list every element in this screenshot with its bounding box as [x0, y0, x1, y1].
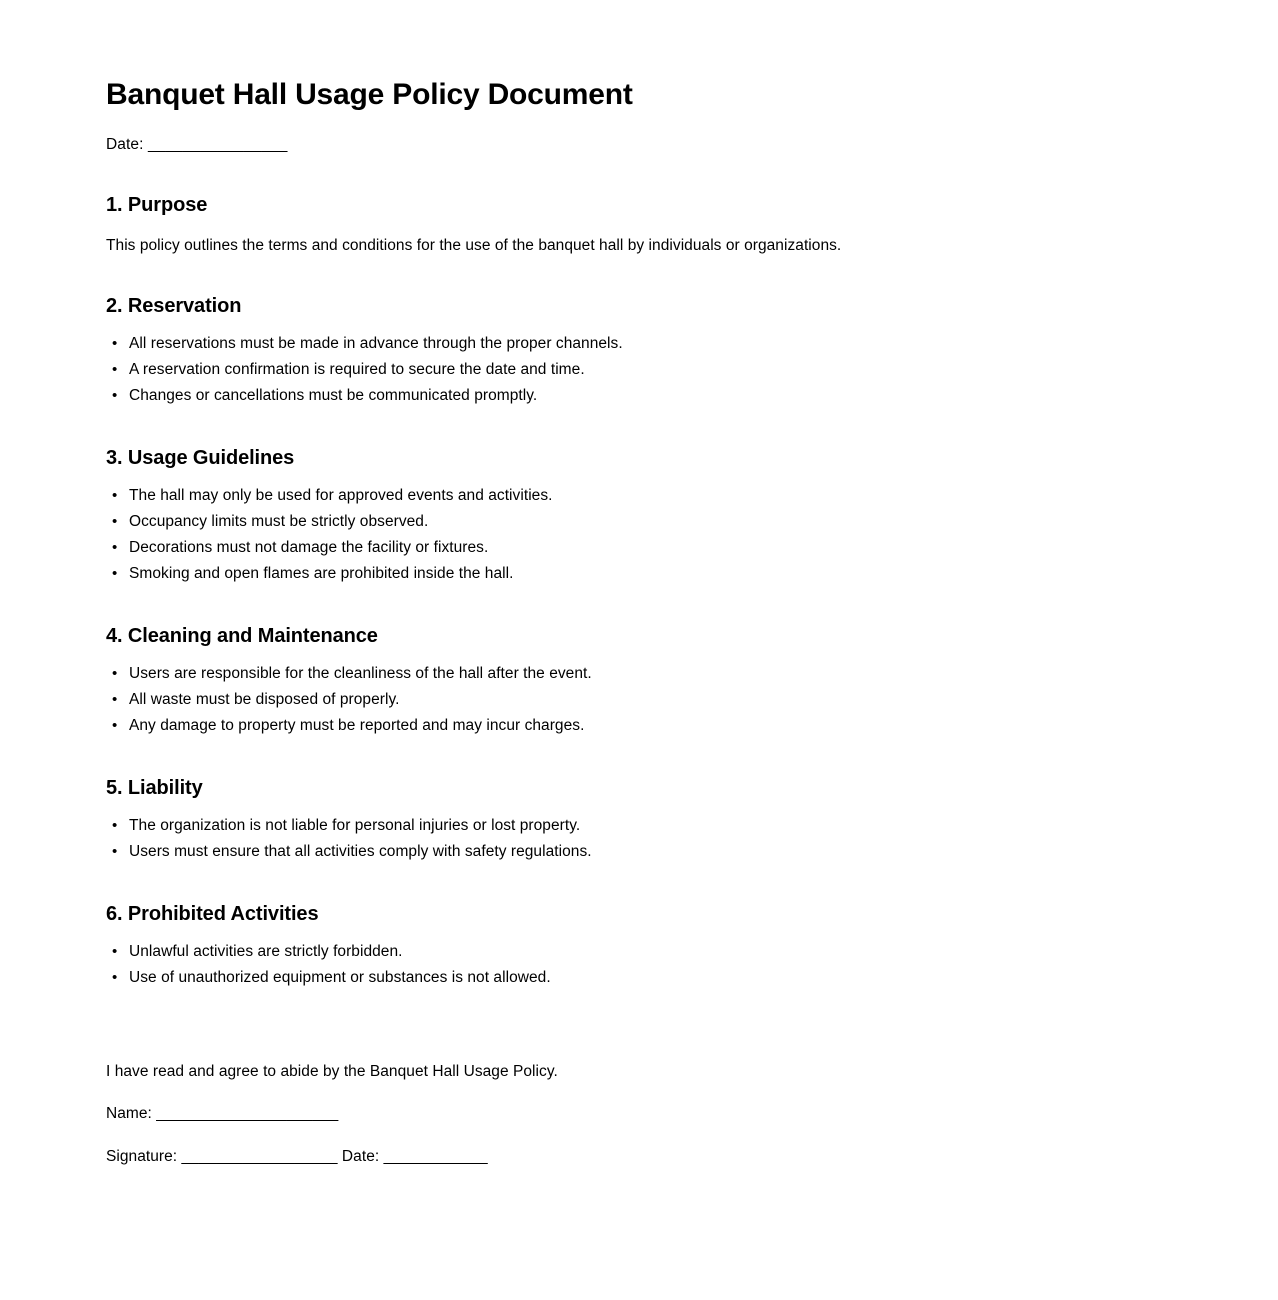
- section-prohibited-activities: [106, 865, 1166, 991]
- list-item: • Smoking and open flames are prohibited inside the hall.: [106, 561, 1166, 587]
- page-title: Banquet Hall Usage Policy Document: [106, 78, 633, 111]
- list-item: • The hall may only be used for approved events and activities.: [106, 483, 1166, 509]
- bullet-list-usage-guidelines: [106, 469, 1166, 587]
- signature-block: [106, 991, 1166, 1168]
- agreement-statement: I have read and agree to abide by the Banquet Hall Usage Policy.: [106, 1062, 558, 1080]
- list-item: • A reservation confirmation is required to secure the date and time.: [106, 357, 1166, 383]
- document-body: [106, 0, 1166, 1168]
- list-item: • All reservations must be made in advance through the proper channels.: [106, 331, 1166, 357]
- section-reservation: [106, 257, 1166, 409]
- list-item: • Any damage to property must be reported and may incur charges.: [106, 713, 1166, 739]
- section-heading-purpose: 1. Purpose: [106, 193, 208, 216]
- section-cleaning-and-maintenance: [106, 587, 1166, 739]
- bullet-list-prohibited-activities: [106, 925, 1166, 991]
- bullet-list-cleaning-and-maintenance: [106, 647, 1166, 739]
- signature-and-date-field-line: Signature: __________________ Date: ____________: [106, 1147, 488, 1165]
- section-liability: [106, 739, 1166, 865]
- bullet-list-reservation: [106, 317, 1166, 409]
- list-item: • All waste must be disposed of properly.: [106, 687, 1166, 713]
- section-heading-prohibited-activities: 6. Prohibited Activities: [106, 902, 319, 925]
- section-usage-guidelines: [106, 409, 1166, 587]
- list-item: • Users are responsible for the cleanliness of the hall after the event.: [106, 661, 1166, 687]
- list-item: • The organization is not liable for personal injuries or lost property.: [106, 813, 1166, 839]
- section-heading-cleaning-and-maintenance: 4. Cleaning and Maintenance: [106, 624, 378, 647]
- section-heading-usage-guidelines: 3. Usage Guidelines: [106, 446, 295, 469]
- list-item: • Use of unauthorized equipment or substances is not allowed.: [106, 965, 1166, 991]
- list-item: • Occupancy limits must be strictly observed.: [106, 509, 1166, 535]
- list-item: • Changes or cancellations must be communicated promptly.: [106, 383, 1166, 409]
- list-item: • Users must ensure that all activities comply with safety regulations.: [106, 839, 1166, 865]
- date-field-line: Date: ________________: [106, 136, 288, 153]
- list-item: • Decorations must not damage the facility or fixtures.: [106, 535, 1166, 561]
- section-heading-reservation: 2. Reservation: [106, 294, 242, 317]
- name-field-line: Name: _____________________: [106, 1105, 339, 1123]
- bullet-list-liability: [106, 799, 1166, 865]
- section-paragraph-purpose: This policy outlines the terms and conditions for the use of the banquet hall by individuals or organizations.: [106, 236, 842, 254]
- section-heading-liability: 5. Liability: [106, 776, 203, 799]
- list-item: • Unlawful activities are strictly forbidden.: [106, 939, 1166, 965]
- section-purpose: [106, 156, 1166, 257]
